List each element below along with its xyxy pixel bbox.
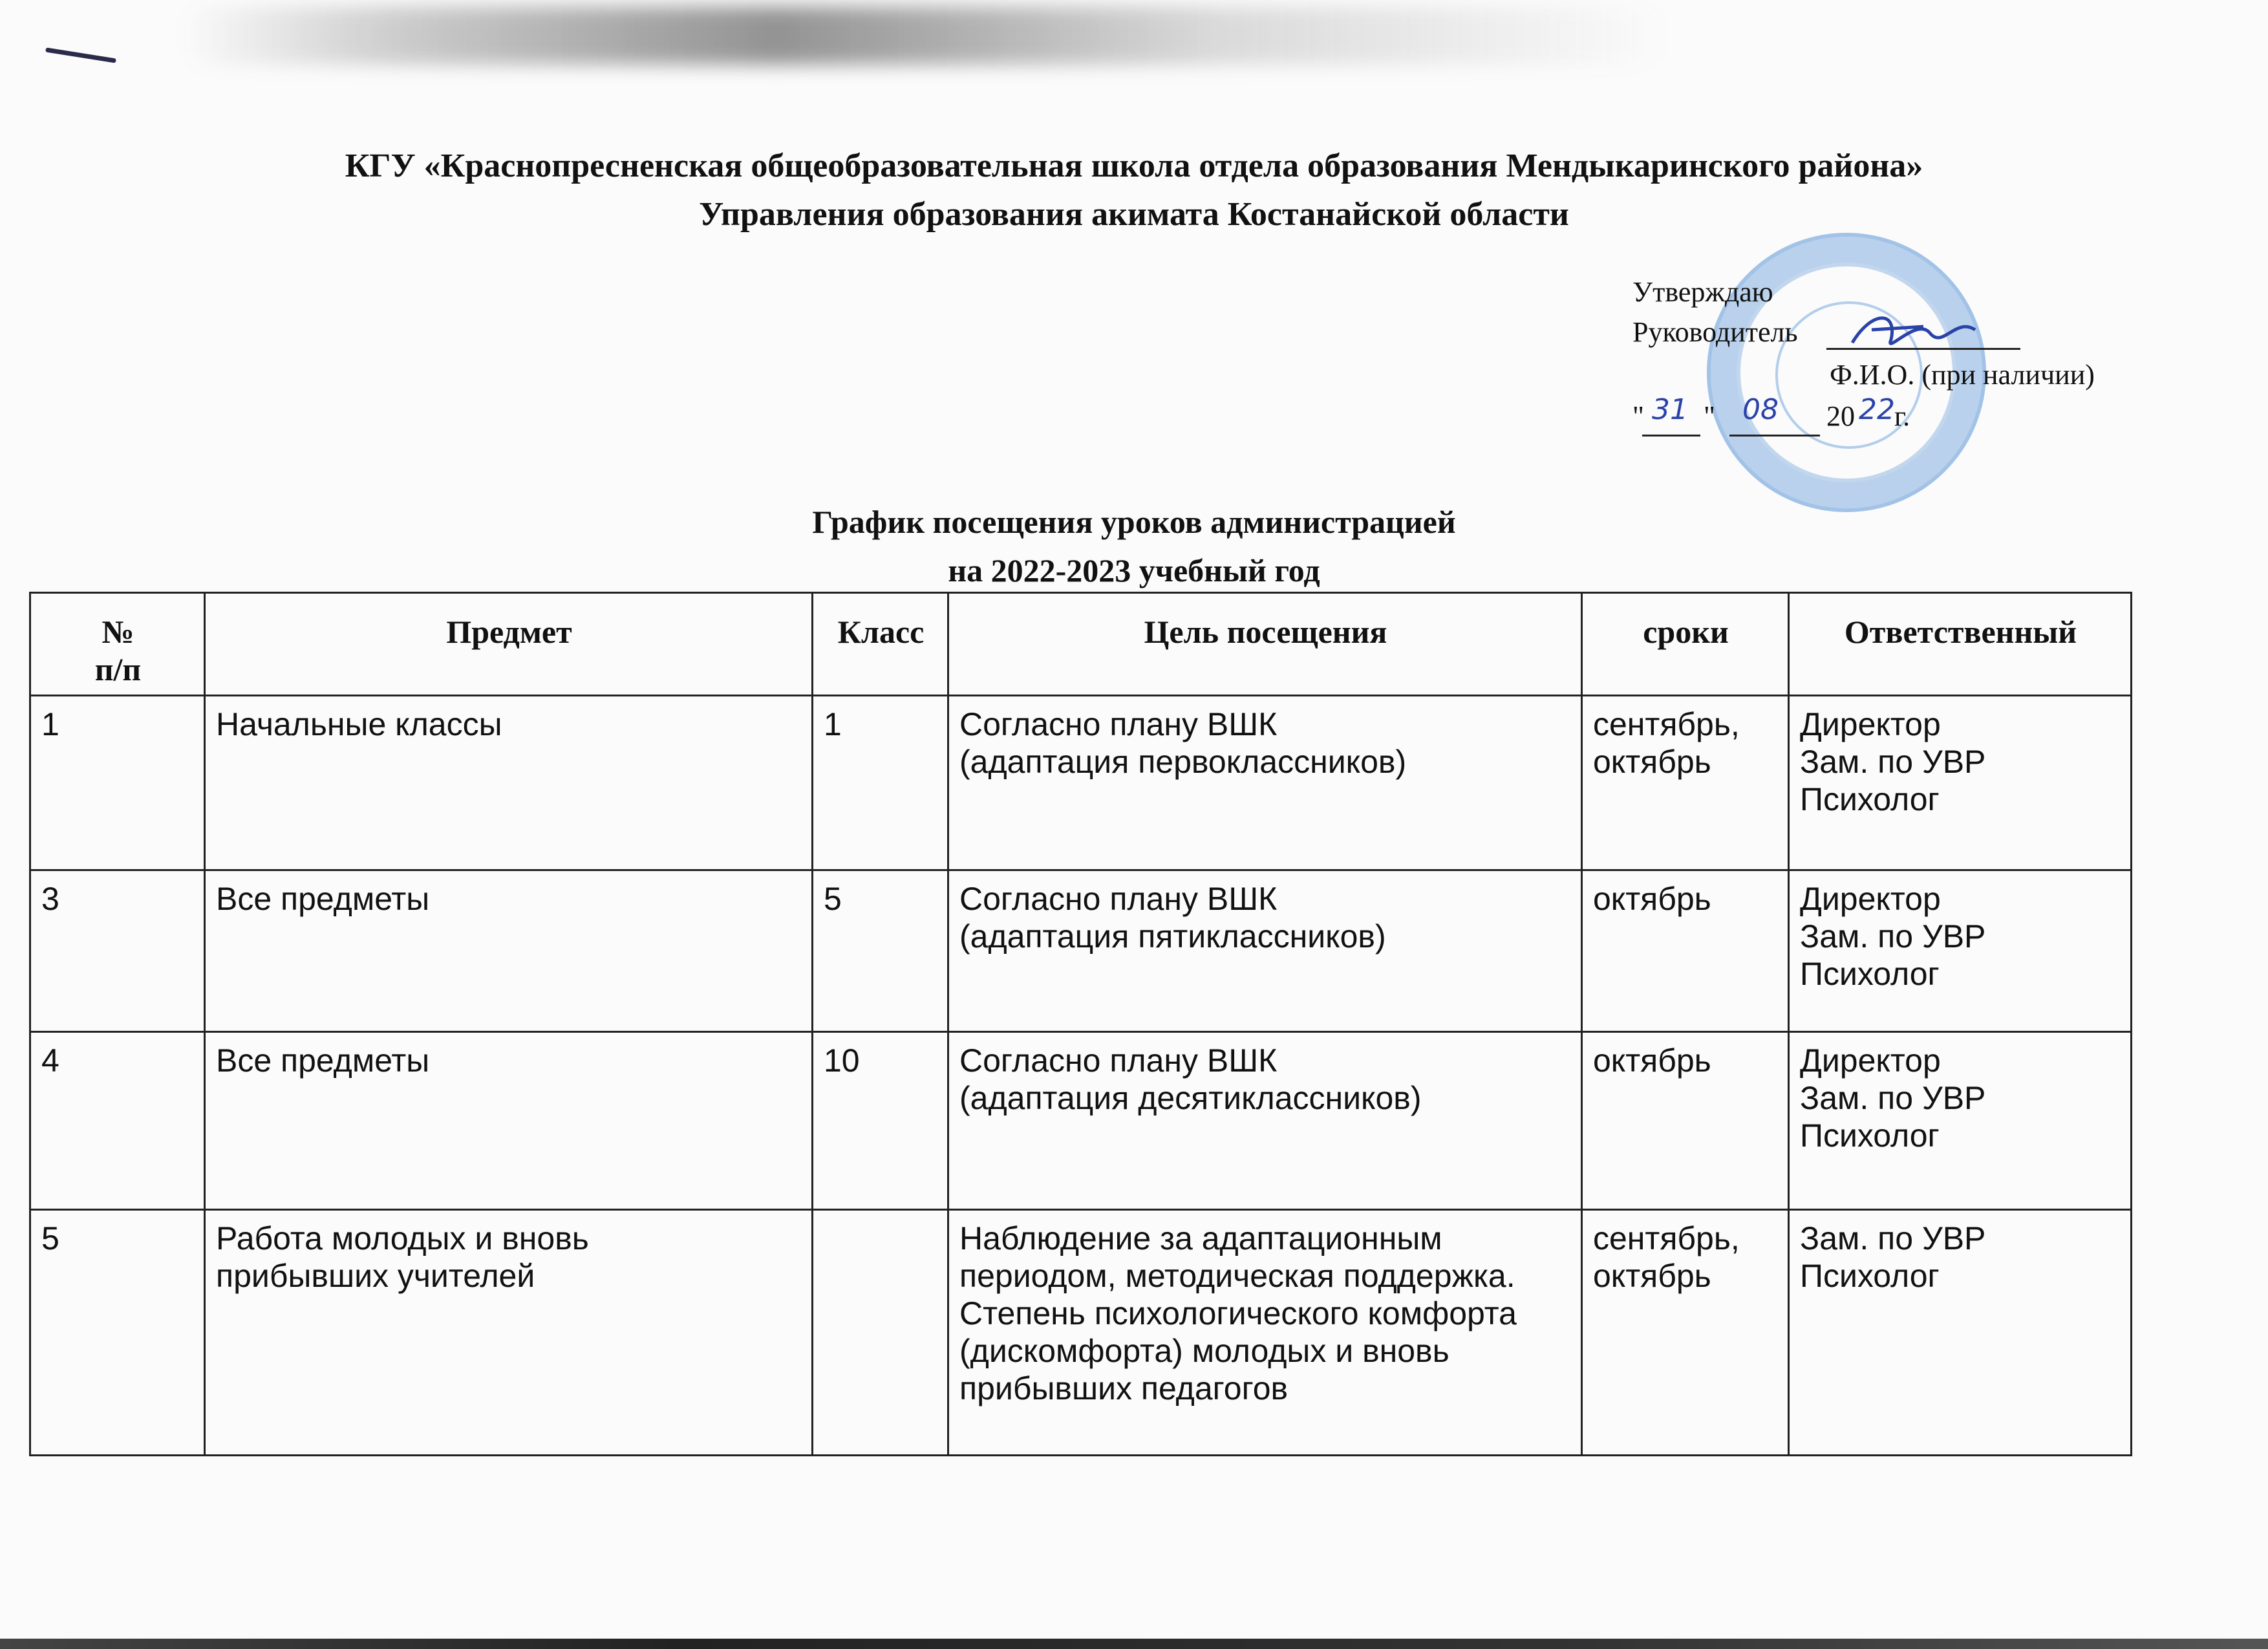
col-header-responsible: Ответственный bbox=[1789, 593, 2132, 696]
document-subtitle: на 2022-2023 учебный год bbox=[948, 552, 1320, 588]
schedule-table bbox=[29, 592, 2132, 1456]
cell-subject: Все предметы bbox=[205, 870, 813, 1032]
cell-term: сентябрь, октябрь bbox=[1582, 1210, 1789, 1456]
cell-number: 1 bbox=[30, 696, 205, 870]
date-day: 31 bbox=[1652, 393, 1688, 426]
col-header-goal: Цель посещения bbox=[948, 593, 1582, 696]
date-month-line bbox=[1729, 435, 1820, 436]
cell-subject: Работа молодых и вновь прибывших учителей bbox=[205, 1210, 813, 1456]
fio-label: Ф.И.О. (при наличии) bbox=[1830, 359, 2095, 391]
cell-term: сентябрь, октябрь bbox=[1582, 696, 1789, 870]
date-year-suffix: 22 bbox=[1859, 393, 1895, 426]
cell-responsible: Зам. по УВР Психолог bbox=[1789, 1210, 2132, 1456]
cell-responsible: Директор Зам. по УВР Психолог bbox=[1789, 870, 2132, 1032]
cell-number: 4 bbox=[30, 1032, 205, 1210]
date-quote-close: " bbox=[1704, 400, 1715, 432]
cell-grade: 1 bbox=[813, 696, 948, 870]
cell-grade: 5 bbox=[813, 870, 948, 1032]
table-header-row bbox=[30, 593, 2132, 696]
approval-block bbox=[1632, 272, 2201, 440]
cell-goal: Согласно плану ВШК (адаптация пятиклассников) bbox=[948, 870, 1582, 1032]
cell-grade: 10 bbox=[813, 1032, 948, 1210]
table-row bbox=[30, 696, 2132, 870]
cell-goal: Согласно плану ВШК (адаптация десятиклассников) bbox=[948, 1032, 1582, 1210]
col-header-term: сроки bbox=[1582, 593, 1789, 696]
table-row bbox=[30, 1210, 2132, 1456]
document-title: График посещения уроков администрацией bbox=[812, 504, 1456, 540]
table-row bbox=[30, 870, 2132, 1032]
cell-subject: Начальные классы bbox=[205, 696, 813, 870]
cell-goal: Наблюдение за адаптационным периодом, методическая поддержка. Степень психологического комфорта (дискомфорта) молодых и вновь прибывших педагогов bbox=[948, 1210, 1582, 1456]
signature-mark bbox=[1846, 304, 1995, 362]
cell-responsible: Директор Зам. по УВР Психолог bbox=[1789, 696, 2132, 870]
date-year-end: г. bbox=[1894, 400, 1910, 432]
date-quote-open: " bbox=[1632, 400, 1644, 432]
approve-label: Утверждаю bbox=[1632, 276, 1773, 308]
date-month: 08 bbox=[1742, 393, 1779, 426]
scan-bottom-edge bbox=[0, 1639, 2268, 1649]
org-name-line1: КГУ «Краснопресненская общеобразовательная школа отдела образования Мендыкаринского района» bbox=[345, 147, 1923, 184]
col-header-grade: Класс bbox=[813, 593, 948, 696]
head-label: Руководитель bbox=[1632, 316, 1798, 348]
cell-goal: Согласно плану ВШК (адаптация первоклассников) bbox=[948, 696, 1582, 870]
scan-mark bbox=[45, 47, 116, 63]
cell-number: 3 bbox=[30, 870, 205, 1032]
date-year-prefix: 20 bbox=[1826, 400, 1855, 432]
org-name-line2: Управления образования акимата Костанайской области bbox=[699, 196, 1569, 233]
cell-number: 5 bbox=[30, 1210, 205, 1456]
col-header-number: № п/п bbox=[30, 593, 205, 696]
cell-term: октябрь bbox=[1582, 1032, 1789, 1210]
scan-smudge bbox=[181, 6, 1668, 65]
cell-subject: Все предметы bbox=[205, 1032, 813, 1210]
cell-term: октябрь bbox=[1582, 870, 1789, 1032]
cell-grade bbox=[813, 1210, 948, 1456]
col-header-subject: Предмет bbox=[205, 593, 813, 696]
cell-responsible: Директор Зам. по УВР Психолог bbox=[1789, 1032, 2132, 1210]
table-row bbox=[30, 1032, 2132, 1210]
date-day-line bbox=[1642, 435, 1700, 436]
